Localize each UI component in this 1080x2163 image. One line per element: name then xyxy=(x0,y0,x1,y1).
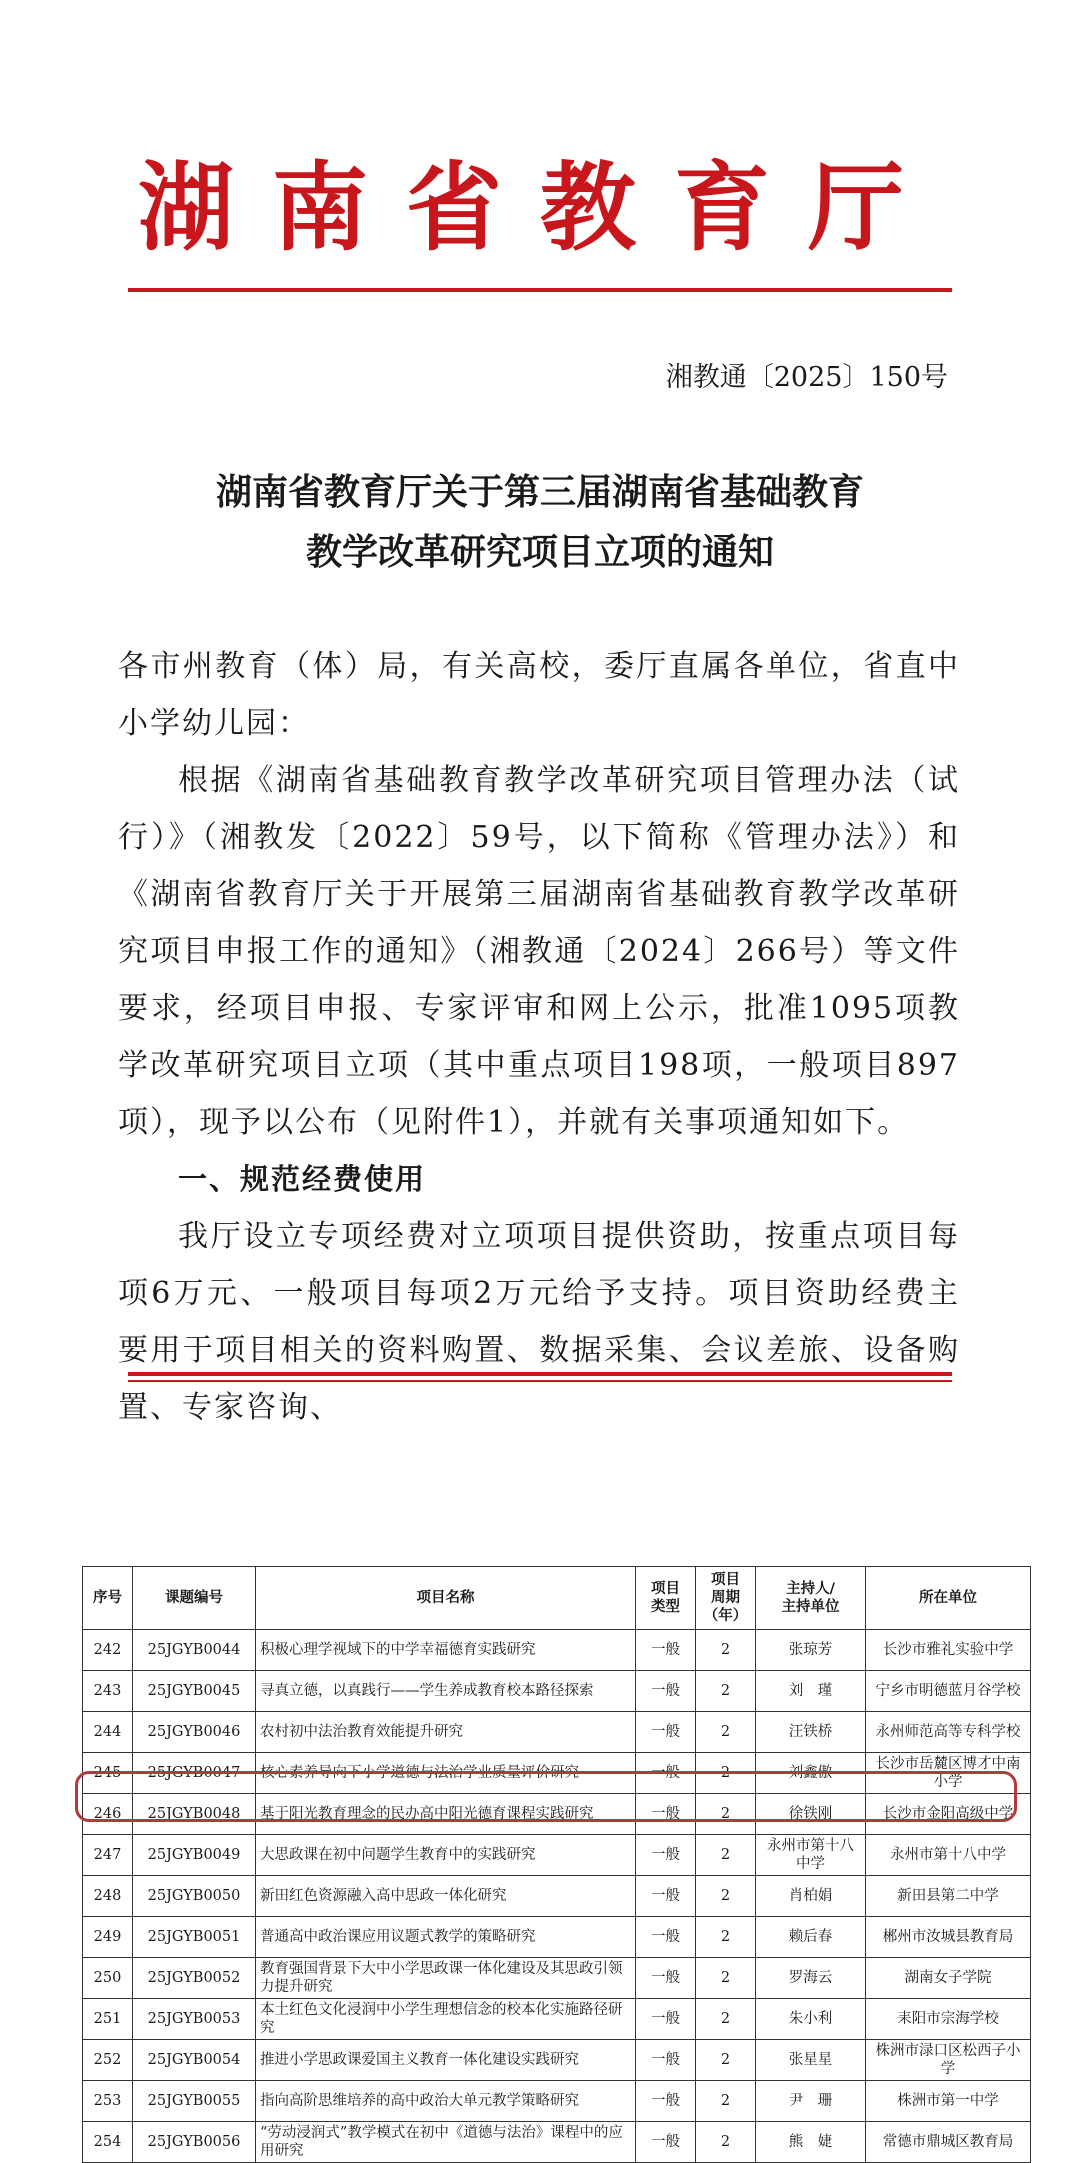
table-row xyxy=(83,1917,1031,1958)
cell-unit: 株洲市第一中学 xyxy=(866,2081,1031,2122)
cell-host: 张星星 xyxy=(756,2040,866,2081)
section-heading-1: 一、规范经费使用 xyxy=(178,1162,427,1196)
cell-code: 25JGYB0049 xyxy=(133,1835,256,1876)
cell-project-name: 农村初中法治教育效能提升研究 xyxy=(256,1712,636,1753)
header-type-line2: 类型 xyxy=(651,1599,680,1615)
cell-seq: 245 xyxy=(83,1753,133,1794)
letterhead-title: 湖南省教育厅 xyxy=(138,151,942,264)
cell-code: 25JGYB0052 xyxy=(133,1958,256,1999)
cell-unit: 湖南女子学院 xyxy=(866,1958,1031,1999)
cell-host: 汪铁桥 xyxy=(756,1712,866,1753)
cell-code: 25JGYB0055 xyxy=(133,2081,256,2122)
table-header-row xyxy=(83,1567,1031,1630)
page-bottom-rule-thin xyxy=(128,1380,952,1382)
cell-type: 一般 xyxy=(636,2122,696,2163)
header-host-line1: 主持人/ xyxy=(786,1581,835,1597)
table-row xyxy=(83,1835,1031,1876)
table-row xyxy=(83,1999,1031,2040)
cell-type: 一般 xyxy=(636,1712,696,1753)
cell-host: 朱小利 xyxy=(756,1999,866,2040)
cell-host: 尹 珊 xyxy=(756,2081,866,2122)
cell-period: 2 xyxy=(696,1876,756,1917)
cell-code: 25JGYB0054 xyxy=(133,2040,256,2081)
document-title-line1: 湖南省教育厅关于第三届湖南省基础教育 xyxy=(215,472,864,513)
cell-code: 25JGYB0050 xyxy=(133,1876,256,1917)
cell-code: 25JGYB0047 xyxy=(133,1753,256,1794)
cell-project-name: 指向高阶思维培养的高中政治大单元教学策略研究 xyxy=(256,2081,636,2122)
cell-seq: 249 xyxy=(83,1917,133,1958)
cell-code: 25JGYB0053 xyxy=(133,1999,256,2040)
cell-project-name: 新田红色资源融入高中思政一体化研究 xyxy=(256,1876,636,1917)
header-host xyxy=(756,1567,866,1630)
cell-host: 刘鑫傲 xyxy=(756,1753,866,1794)
cell-period: 2 xyxy=(696,2081,756,2122)
cell-project-name: 教育强国背景下大中小学思政课一体化建设及其思政引领力提升研究 xyxy=(256,1958,636,1999)
cell-unit: 永州师范高等专科学校 xyxy=(866,1712,1031,1753)
cell-period: 2 xyxy=(696,2040,756,2081)
cell-type: 一般 xyxy=(636,1958,696,1999)
cell-seq: 244 xyxy=(83,1712,133,1753)
cell-unit: 常德市鼎城区教育局 xyxy=(866,2122,1031,2163)
cell-host: 肖柏娟 xyxy=(756,1876,866,1917)
cell-host: 罗海云 xyxy=(756,1958,866,1999)
cell-type: 一般 xyxy=(636,1630,696,1671)
cell-type: 一般 xyxy=(636,1671,696,1712)
cell-seq: 254 xyxy=(83,2122,133,2163)
cell-period: 2 xyxy=(696,1630,756,1671)
document-number: 湘教通〔2025〕150号 xyxy=(665,362,948,393)
letterhead-rule xyxy=(128,288,952,292)
project-table xyxy=(82,1566,1031,2163)
salutation: 各市州教育（体）局，有关高校，委厅直属各单位，省直中小学幼儿园： xyxy=(118,649,960,741)
cell-host: 永州市第十八中学 xyxy=(756,1835,866,1876)
cell-unit: 永州市第十八中学 xyxy=(866,1835,1031,1876)
page-bottom-rule-thick xyxy=(128,1372,952,1376)
cell-project-name: 本土红色文化浸润中小学生理想信念的校本化实施路径研究 xyxy=(256,1999,636,2040)
header-name: 项目名称 xyxy=(256,1567,636,1630)
cell-type: 一般 xyxy=(636,2040,696,2081)
cell-type: 一般 xyxy=(636,1917,696,1958)
cell-host: 张琼芳 xyxy=(756,1630,866,1671)
cell-seq: 247 xyxy=(83,1835,133,1876)
cell-host: 赖后春 xyxy=(756,1917,866,1958)
cell-project-name: 大思政课在初中问题学生教育中的实践研究 xyxy=(256,1835,636,1876)
header-period-line1: 项目 xyxy=(711,1572,740,1588)
cell-unit: 郴州市汝城县教育局 xyxy=(866,1917,1031,1958)
header-host-line2: 主持单位 xyxy=(781,1599,840,1615)
header-period xyxy=(696,1567,756,1630)
cell-unit: 耒阳市宗海学校 xyxy=(866,1999,1031,2040)
cell-project-name: 寻真立德，以真践行——学生养成教育校本路径探索 xyxy=(256,1671,636,1712)
cell-project-name: 核心素养导向下小学道德与法治学业质量评价研究 xyxy=(256,1753,636,1794)
cell-host: 刘 瑾 xyxy=(756,1671,866,1712)
cell-period: 2 xyxy=(696,1712,756,1753)
cell-seq: 251 xyxy=(83,1999,133,2040)
cell-host: 熊 婕 xyxy=(756,2122,866,2163)
table-row xyxy=(83,2081,1031,2122)
header-code: 课题编号 xyxy=(133,1567,256,1630)
header-period-line2: 周期 xyxy=(711,1590,740,1606)
table-row xyxy=(83,1958,1031,1999)
table-row xyxy=(83,1671,1031,1712)
table-row xyxy=(83,1630,1031,1671)
table-row xyxy=(83,1876,1031,1917)
cell-seq: 252 xyxy=(83,2040,133,2081)
cell-unit: 长沙市岳麓区博才中南小学 xyxy=(866,1753,1031,1794)
table-row xyxy=(83,1712,1031,1753)
document-body xyxy=(118,638,960,1436)
cell-period: 2 xyxy=(696,2122,756,2163)
cell-type: 一般 xyxy=(636,1753,696,1794)
cell-type: 一般 xyxy=(636,1835,696,1876)
cell-project-name: 普通高中政治课应用议题式教学的策略研究 xyxy=(256,1917,636,1958)
cell-seq: 242 xyxy=(83,1630,133,1671)
cell-code: 25JGYB0048 xyxy=(133,1794,256,1835)
header-seq: 序号 xyxy=(83,1567,133,1630)
cell-project-name: 基于阳光教育理念的民办高中阳光德育课程实践研究 xyxy=(256,1794,636,1835)
paragraph-1: 根据《湖南省基础教育教学改革研究项目管理办法（试行）》（湘教发〔2022〕59号，以下简称《管理办法》）和《湖南省教育厅关于开展第三届湖南省基础教育教学改革研究项目申报工作的通知》（湘教通〔2024〕266号）等文件要求，经项目申报、专家评审和网上公示，批准1095项教学改革研究项目立项（其中重点项目198项，一般项目897项），现予以公布（见附件1），并就有关事项通知如下。 xyxy=(118,763,960,1140)
cell-seq: 253 xyxy=(83,2081,133,2122)
cell-project-name: 积极心理学视域下的中学幸福德育实践研究 xyxy=(256,1630,636,1671)
cell-seq: 243 xyxy=(83,1671,133,1712)
header-unit: 所在单位 xyxy=(866,1567,1031,1630)
cell-code: 25JGYB0045 xyxy=(133,1671,256,1712)
cell-type: 一般 xyxy=(636,1999,696,2040)
paragraph-2: 我厅设立专项经费对立项项目提供资助，按重点项目每项6万元、一般项目每项2万元给予支持。项目资助经费主要用于项目相关的资料购置、数据采集、会议差旅、设备购置、专家咨询、 xyxy=(118,1219,960,1425)
cell-host: 徐铁刚 xyxy=(756,1794,866,1835)
cell-period: 2 xyxy=(696,1794,756,1835)
table-row xyxy=(83,2122,1031,2163)
cell-type: 一般 xyxy=(636,2081,696,2122)
document-title-line2: 教学改革研究项目立项的通知 xyxy=(305,532,774,573)
cell-period: 2 xyxy=(696,1753,756,1794)
cell-unit: 长沙市雅礼实验中学 xyxy=(866,1630,1031,1671)
cell-period: 2 xyxy=(696,1835,756,1876)
cell-seq: 250 xyxy=(83,1958,133,1999)
cell-seq: 246 xyxy=(83,1794,133,1835)
cell-period: 2 xyxy=(696,1917,756,1958)
cell-unit: 长沙市金阳高级中学 xyxy=(866,1794,1031,1835)
table-row xyxy=(83,2040,1031,2081)
table-row-highlighted xyxy=(83,1794,1031,1835)
table-body xyxy=(83,1630,1031,2163)
cell-type: 一般 xyxy=(636,1876,696,1917)
cell-period: 2 xyxy=(696,1999,756,2040)
header-type-line1: 项目 xyxy=(651,1581,680,1597)
cell-unit: 新田县第二中学 xyxy=(866,1876,1031,1917)
project-table-container xyxy=(82,1566,1030,2163)
header-type xyxy=(636,1567,696,1630)
cell-unit: 宁乡市明德蓝月谷学校 xyxy=(866,1671,1031,1712)
cell-type: 一般 xyxy=(636,1794,696,1835)
cell-code: 25JGYB0051 xyxy=(133,1917,256,1958)
cell-unit: 株洲市渌口区松西子小学 xyxy=(866,2040,1031,2081)
cell-code: 25JGYB0044 xyxy=(133,1630,256,1671)
cell-project-name: 推进小学思政课爱国主义教育一体化建设实践研究 xyxy=(256,2040,636,2081)
header-period-line3: （年） xyxy=(703,1608,748,1624)
cell-code: 25JGYB0056 xyxy=(133,2122,256,2163)
cell-project-name: “劳动浸润式”教学模式在初中《道德与法治》课程中的应用研究 xyxy=(256,2122,636,2163)
cell-period: 2 xyxy=(696,1671,756,1712)
cell-code: 25JGYB0046 xyxy=(133,1712,256,1753)
cell-period: 2 xyxy=(696,1958,756,1999)
cell-seq: 248 xyxy=(83,1876,133,1917)
table-row xyxy=(83,1753,1031,1794)
